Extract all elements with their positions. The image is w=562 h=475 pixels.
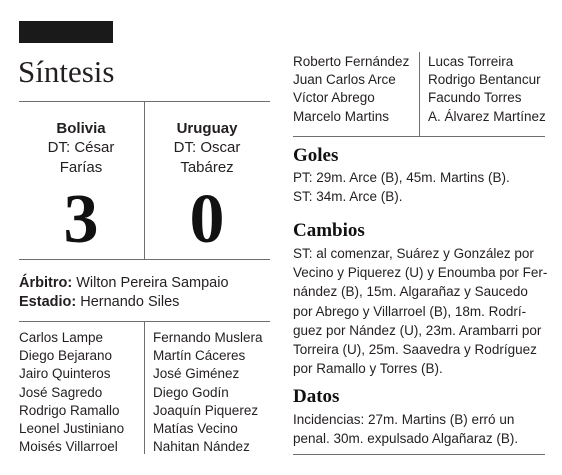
list-item: Marcelo Martins [293, 108, 390, 124]
datos-line: penal. 30m. expulsado Algañaraz (B). [293, 431, 519, 447]
list-item: Víctor Abrego [293, 90, 375, 106]
list-item: Roberto Fernández [293, 54, 410, 69]
score-bottom-rule [19, 259, 270, 260]
lineup-divider-left [144, 322, 145, 454]
datos-text [293, 410, 555, 448]
list-item: Jairo Quinteros [19, 366, 111, 382]
cambios-text [293, 244, 555, 378]
cambios-line: por Ramallo y Torres (B). [293, 361, 443, 377]
home-score: 3 [63, 181, 99, 258]
lineup-divider-right [419, 52, 420, 136]
cambios-heading: Cambios [293, 220, 365, 241]
list-item: Matías Vecino [153, 420, 238, 436]
list-item: Facundo Torres [428, 90, 522, 106]
datos-bottom-rule [293, 454, 545, 455]
list-item: Rodrigo Bentancur [428, 72, 541, 88]
home-coach-line1: DT: César [47, 139, 115, 156]
home-lineup [19, 329, 124, 456]
page-title: Síntesis [18, 54, 115, 89]
cambios-line: guez por Nández (U), 23m. Arambarri por [293, 322, 542, 338]
list-item: Carlos Lampe [19, 330, 104, 345]
cambios-line: Vecino y Piquerez (U) y Enoumba por Fer- [293, 265, 548, 281]
home-lineup-continued [293, 53, 409, 126]
away-coach-line2: Tabárez [180, 159, 234, 176]
away-team-name: Uruguay [176, 120, 238, 137]
list-item: Nahitan Nández [153, 439, 250, 455]
goles-heading: Goles [293, 145, 339, 166]
stadium-label: Estadio: [19, 294, 77, 310]
away-coach-line1: DT: Oscar [173, 139, 241, 156]
goles-line: PT: 29m. Arce (B), 45m. Martins (B). [293, 170, 510, 185]
list-item: Fernando Muslera [153, 330, 263, 345]
lineup-bottom-rule [293, 136, 545, 137]
referee-line [19, 274, 229, 293]
datos-heading: Datos [293, 386, 340, 407]
datos-line: Incidencias: 27m. Martins (B) erró un [293, 412, 515, 427]
home-team-name: Bolivia [56, 120, 106, 137]
cambios-line: ST: al comenzar, Suárez y González por [293, 246, 534, 261]
list-item: Martín Cáceres [153, 348, 246, 364]
home-coach-line2: Farías [59, 159, 103, 176]
list-item: Juan Carlos Arce [293, 72, 396, 88]
referee-name: Wilton Pereira Sampaio [76, 275, 229, 291]
stadium-line [19, 293, 179, 312]
list-item: Diego Bejarano [19, 348, 113, 364]
list-item: Diego Godín [153, 384, 229, 400]
cambios-line: Torreira (U), 25m. Saavedra y Rodríguez [293, 342, 537, 358]
away-lineup [153, 329, 263, 456]
list-item: Rodrigo Ramallo [19, 402, 120, 418]
header-bar [19, 21, 113, 43]
goles-text [293, 168, 555, 206]
list-item: Moisés Villarroel [19, 439, 118, 455]
referee-label: Árbitro: [19, 275, 73, 291]
stadium-name: Hernando Siles [80, 294, 180, 310]
home-team [19, 119, 143, 178]
list-item: Leonel Justiniano [19, 420, 125, 436]
away-team [145, 119, 269, 178]
list-item: A. Álvarez Martínez [428, 108, 546, 124]
away-score: 0 [189, 181, 225, 258]
cambios-line: nández (B), 15m. Algarañaz y Saucedo [293, 284, 528, 300]
cambios-line: por Abrego y Villarroel (B), 18m. Rodrí- [293, 303, 527, 319]
away-lineup-continued [428, 53, 546, 126]
list-item: José Sagredo [19, 384, 103, 400]
list-item: Joaquín Piquerez [153, 402, 259, 418]
list-item: Lucas Torreira [428, 54, 514, 69]
list-item: José Giménez [153, 366, 240, 382]
goles-line: ST: 34m. Arce (B). [293, 189, 403, 205]
